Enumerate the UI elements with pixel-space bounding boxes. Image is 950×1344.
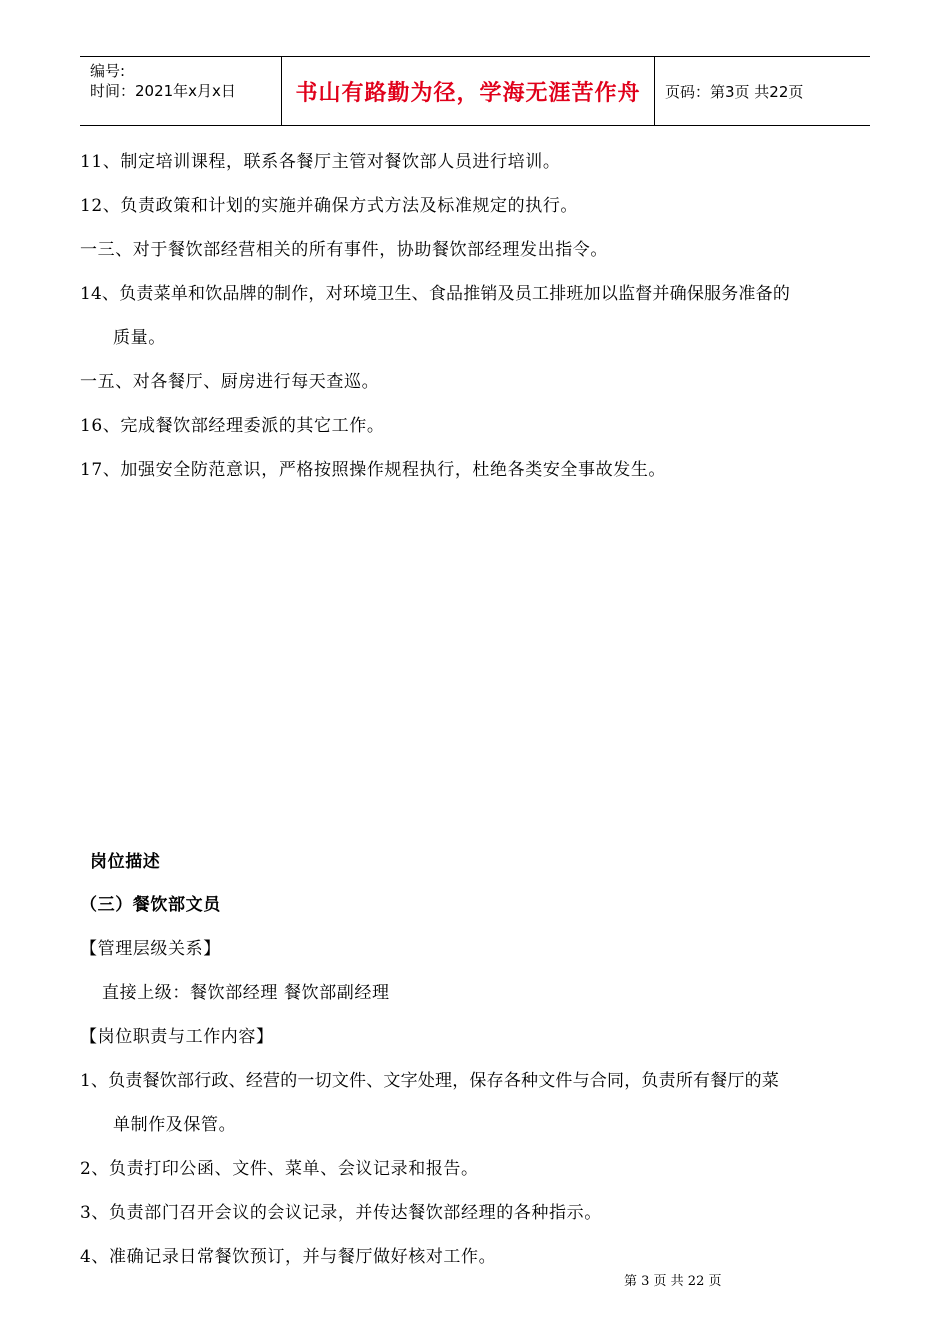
- duty-item: 11、制定培训课程，联系各餐厅主管对餐饮部人员进行培训。: [80, 152, 561, 172]
- duty-item: 2、负责打印公函、文件、菜单、会议记录和报告。: [80, 1159, 479, 1179]
- page-header: [80, 56, 870, 126]
- section-title: 岗位描述: [90, 852, 161, 872]
- relation-heading: 【管理层级关系】: [80, 939, 221, 959]
- duty-item: 16、完成餐饮部经理委派的其它工作。: [80, 416, 385, 436]
- duty-item: 4、准确记录日常餐饮预订，并与餐厅做好核对工作。: [80, 1247, 497, 1267]
- header-page-number: 页码：第3页 共22页: [665, 82, 804, 101]
- duty-item: 12、负责政策和计划的实施并确保方式方法及标准规定的执行。: [80, 196, 579, 216]
- duty-item: 一五、对各餐厅、厨房进行每天查巡。: [80, 372, 380, 392]
- supervisor-line: 直接上级：餐饮部经理 餐饮部副经理: [102, 983, 390, 1003]
- duty-item: 3、负责部门召开会议的会议记录，并传达餐饮部经理的各种指示。: [80, 1203, 602, 1223]
- duty-item: 1、负责餐饮部行政、经营的一切文件、文字处理，保存各种文件与合同，负责所有餐厅的菜: [80, 1071, 780, 1091]
- duty-item-continuation: 质量。: [113, 328, 166, 348]
- serial-label: 编号:: [90, 62, 126, 80]
- duty-item: 一三、对于餐饮部经营相关的所有事件，协助餐饮部经理发出指令。: [80, 240, 608, 260]
- header-motto: 书山有路勤为径，学海无涯苦作舟: [282, 57, 655, 125]
- duty-heading: 【岗位职责与工作内容】: [80, 1027, 274, 1047]
- header-meta: [80, 57, 282, 125]
- duty-item-continuation: 单制作及保管。: [113, 1115, 237, 1135]
- page-footer: 第 3 页 共 22 页: [624, 1274, 722, 1289]
- position-title: （三）餐饮部文员: [80, 895, 221, 915]
- duty-item: 14、负责菜单和饮品牌的制作，对环境卫生、食品推销及员工排班加以监督并确保服务准备的: [80, 284, 791, 304]
- duty-item: 17、加强安全防范意识，严格按照操作规程执行，杜绝各类安全事故发生。: [80, 460, 667, 480]
- time-label: 时间：2021年x月x日: [90, 82, 236, 100]
